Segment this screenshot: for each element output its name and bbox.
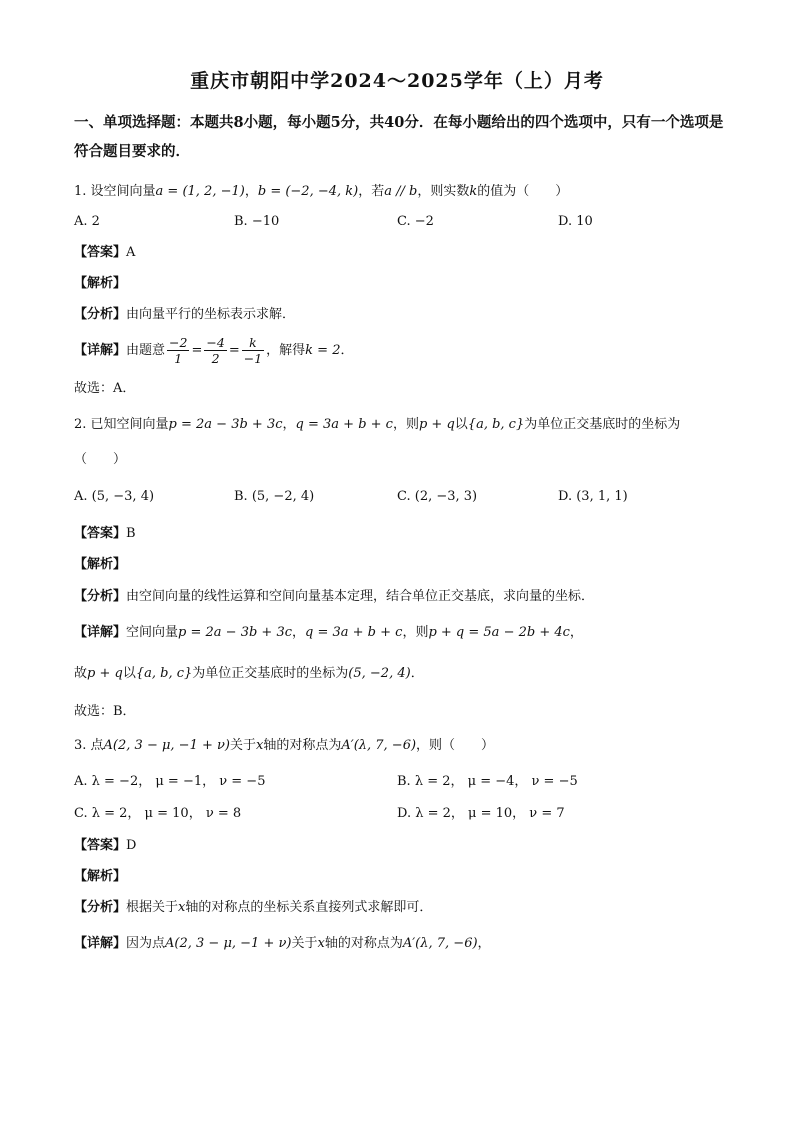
q3-fenxi-text: 根据关于: [126, 900, 179, 915]
q3-point-a-prime: A′(λ, 7, −6): [402, 936, 478, 951]
q2-answer-value: B: [126, 526, 136, 541]
q3-sep: ，: [477, 936, 491, 951]
q1-choose: 故选：A．: [74, 381, 136, 396]
q2-ask-text: 为单位正交基底时的坐标为: [524, 417, 681, 432]
q3-option-b: B. λ = 2， μ = −4， ν = −5: [397, 774, 578, 789]
answer-tag: 【答案】: [74, 838, 127, 853]
q2-option-c: C. (2, −3, 3): [397, 489, 478, 504]
q2-stem-paren: （ ）: [74, 452, 127, 467]
xiangjie-tag: 【详解】: [74, 625, 127, 640]
q1-solve-text: ，解得: [266, 343, 306, 358]
q1-answer: [74, 243, 135, 263]
q2-vector-p: p = 2a − 3b + 3c: [168, 417, 283, 432]
xiangjie-tag: 【详解】: [74, 936, 127, 951]
q2-option-b: B. (5, −2, 4): [234, 489, 315, 504]
fraction-denominator: 1: [174, 351, 183, 366]
q2-vector-q: q = 3a + b + c: [295, 417, 393, 432]
q2-period: ．: [410, 666, 424, 681]
q2-then-text: ，则: [402, 625, 429, 640]
q2-answer: [74, 524, 136, 544]
q2-option-d: D. (3, 1, 1): [558, 489, 628, 504]
q1-then-text: ，则实数: [417, 184, 470, 199]
q3-axis-x: x: [178, 900, 186, 915]
q3-about-text: 关于: [291, 936, 318, 951]
q2-therefore-text: 故: [74, 666, 88, 681]
q3-about-text: 关于: [229, 738, 256, 753]
q3-fenxi: [74, 898, 432, 918]
q2-analysis-label: 【解析】: [74, 557, 127, 572]
q2-then-text: ，则: [392, 417, 419, 432]
q3-option-c: C. λ = 2， μ = 10， ν = 8: [74, 806, 242, 821]
page-title: 重庆市朝阳中学2024～2025学年（上）月考: [190, 70, 604, 92]
q1-fraction-1: [167, 335, 189, 366]
q1-ask-text: 的值为（ ）: [477, 184, 569, 199]
q3-analysis-label: 【解析】: [74, 869, 127, 884]
q3-xiangjie-text: 因为点: [126, 936, 166, 951]
q2-fenxi: [74, 587, 594, 607]
q2-with-text: 以: [122, 666, 136, 681]
q1-option-c: C. −2: [397, 214, 434, 229]
q2-stem: [74, 415, 680, 435]
q2-sep: ，: [569, 625, 583, 640]
answer-tag: 【答案】: [74, 526, 127, 541]
q3-symmetric-text: 轴的对称点为: [263, 738, 342, 753]
q2-vector-q: q = 3a + b + c: [305, 625, 403, 640]
q1-stem-text: 1. 设空间向量: [74, 184, 156, 199]
q2-sep: ，: [282, 417, 296, 432]
q1-analysis-label: 【解析】: [74, 276, 127, 291]
q2-stem-text: 2. 已知空间向量: [74, 417, 169, 432]
q3-ask-text: ，则（ ）: [416, 738, 495, 753]
q2-basis: {a, b, c}: [135, 666, 193, 681]
q1-cond-text: ，若: [358, 184, 385, 199]
fraction-numerator: k: [242, 335, 264, 351]
q1-xiangjie: [74, 334, 354, 368]
fraction-denominator: −1: [243, 351, 263, 366]
q2-xiangjie-line2: [74, 664, 424, 684]
q1-answer-value: A: [126, 245, 136, 260]
q3-axis-x: x: [317, 936, 325, 951]
q1-option-a: A. 2: [74, 214, 100, 229]
q1-sep: ，: [244, 184, 258, 199]
q3-option-d: D. λ = 2， μ = 10， ν = 7: [397, 806, 565, 821]
q2-sum: p + q: [418, 417, 455, 432]
q1-vector-a: a = (1, 2, −1): [155, 184, 245, 199]
q1-fraction-3: [242, 335, 264, 366]
answer-tag: 【答案】: [74, 245, 127, 260]
fraction-numerator: −4: [206, 335, 225, 350]
q1-fraction-2: [204, 335, 226, 366]
fenxi-tag: 【分析】: [74, 900, 127, 915]
q3-point-a: A(2, 3 − μ, −1 + ν): [103, 738, 230, 753]
q3-option-a: A. λ = −2， μ = −1， ν = −5: [74, 774, 266, 789]
q1-period: ．: [340, 343, 354, 358]
q2-vector-p: p = 2a − 3b + 3c: [178, 625, 292, 640]
q2-coord-text: 为单位正交基底时的坐标为: [192, 666, 349, 681]
q3-axis-x: x: [256, 738, 264, 753]
q2-xiangjie-text: 空间向量: [126, 625, 179, 640]
q2-sum: p + q: [87, 666, 123, 681]
q1-option-b: B. −10: [234, 214, 280, 229]
q2-coord-result: (5, −2, 4): [348, 666, 411, 681]
q2-sep: ，: [292, 625, 306, 640]
equals-sign: =: [191, 343, 203, 358]
q2-option-a: A. (5, −3, 4): [74, 489, 155, 504]
q1-vector-b: b = (−2, −4, k): [257, 184, 359, 199]
fenxi-tag: 【分析】: [74, 589, 127, 604]
q3-symmetric-text: 轴的对称点为: [324, 936, 403, 951]
q3-answer-value: D: [126, 838, 137, 853]
q1-option-d: D. 10: [558, 214, 593, 229]
q2-fenxi-text: 由空间向量的线性运算和空间向量基本定理，结合单位正交基底，求向量的坐标．: [126, 589, 595, 604]
fraction-denominator: 2: [211, 351, 220, 366]
fraction-numerator: −2: [169, 335, 188, 350]
q3-stem: [74, 736, 494, 756]
q1-parallel: a // b: [384, 184, 418, 199]
q3-point-a-prime: A′(λ, 7, −6): [341, 738, 417, 753]
q1-var-k: k: [469, 184, 478, 199]
q1-result: k = 2: [305, 343, 341, 358]
q1-fenxi: [74, 305, 295, 325]
q2-xiangjie: [74, 623, 583, 643]
q1-stem: [74, 182, 568, 202]
q3-fenxi-text: 轴的对称点的坐标关系直接列式求解即可．: [185, 900, 433, 915]
q2-sum-result: p + q = 5a − 2b + 4c: [428, 625, 570, 640]
xiangjie-tag: 【详解】: [74, 343, 127, 358]
q2-basis: {a, b, c}: [467, 417, 525, 432]
q2-with-text: 以: [454, 417, 468, 432]
q3-point-a: A(2, 3 − μ, −1 + ν): [165, 936, 292, 951]
q1-xiangjie-text: 由题意: [126, 343, 166, 358]
q2-choose: 故选：B．: [74, 704, 136, 719]
q3-stem-text: 3. 点: [74, 738, 104, 753]
q3-xiangjie: [74, 934, 491, 954]
q3-answer: [74, 836, 136, 856]
equals-sign: =: [228, 343, 240, 358]
fenxi-tag: 【分析】: [74, 307, 127, 322]
section-heading: 一、单项选择题：本题共8小题，每小题5分，共40分．在每小题给出的四个选项中，只有一个选项是符合题目要求的．: [74, 114, 724, 160]
q1-fenxi-text: 由向量平行的坐标表示求解．: [126, 307, 296, 322]
